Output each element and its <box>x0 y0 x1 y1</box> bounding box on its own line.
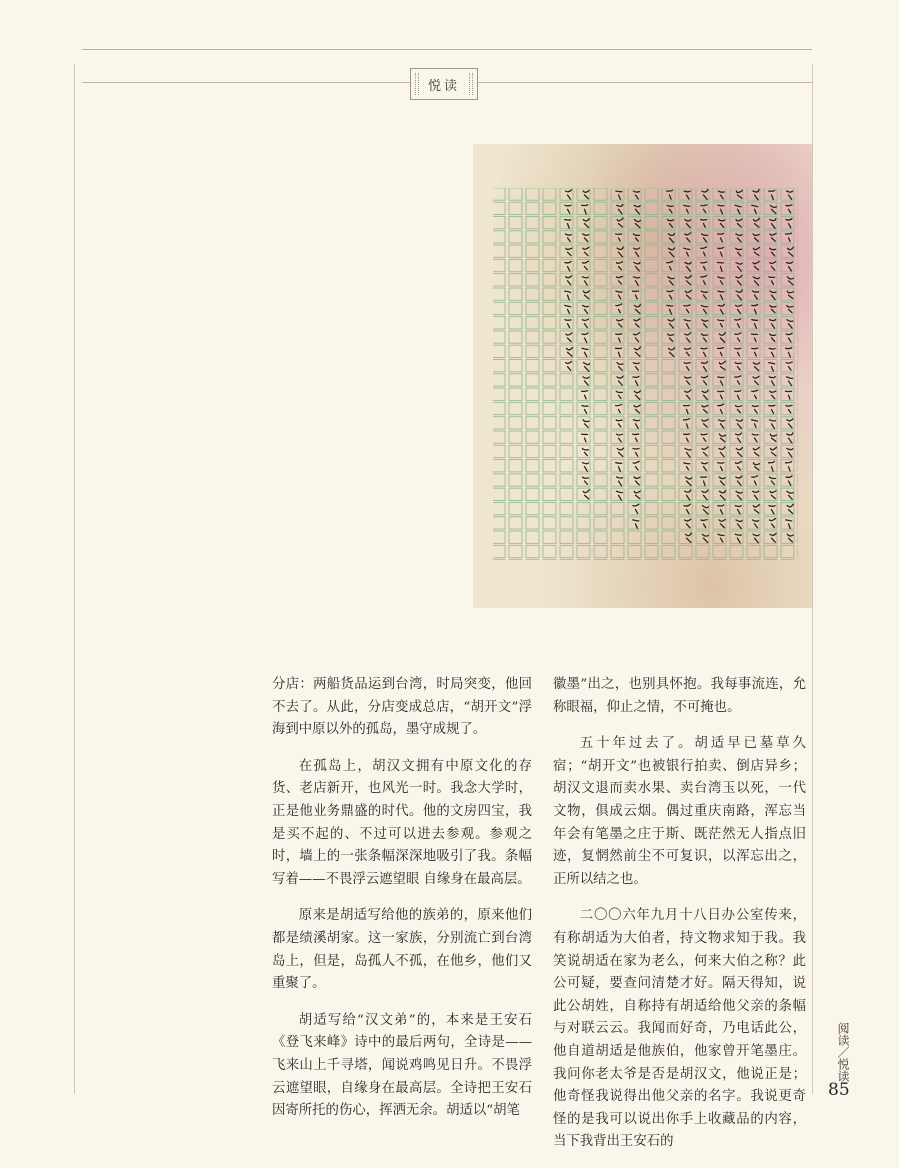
paragraph: 五十年过去了。胡适早已墓草久宿；“胡开文”也被银行拍卖、倒店异乡；胡汉文退而卖水果、卖台湾玉以死，一代文物，俱成云烟。偶过重庆南路，浑忘当年会有笔墨之庄于斯、既茫然无人指点旧迹，复惘然前尘不可复识，以浑忘出之，正所以结之也。 <box>553 736 806 887</box>
frame-left-line <box>74 64 75 1094</box>
side-label: 阅读／悦读 <box>836 1022 850 1082</box>
top-rule <box>82 49 812 50</box>
paragraph: 分店：两船货品运到台湾，时局突变，他回不去了。从此，分店变成总店，“胡开文”浮海到中原以外的孤岛，墨守成规了。 <box>272 677 532 738</box>
paragraph: 在孤岛上，胡汉文拥有中原文化的存货、老店新开，也风光一时。我念大学时，正是他业务鼎盛的时代。他的文房四宝，我是买不起的、不过可以进去参观。参观之时，墙上的一张条幅深深地吸引了我。条幅写着——不畏浮云遮望眼 自缘身在最高层。 <box>272 758 532 887</box>
paragraph: 原来是胡适写给他的族弟的，原来他们都是绩溪胡家。这一家族，分别流亡到台湾岛上，但是，岛孤人不孤，在他乡，他们又重聚了。 <box>272 908 532 992</box>
article-column-right <box>553 674 806 1168</box>
frame-right-line <box>812 64 813 1094</box>
paragraph: 徽墨”出之，也别具怀抱。我每事流连，允称眼福，仰止之情，不可掩也。 <box>553 677 806 715</box>
section-title-badge: 悦读 <box>410 68 478 100</box>
manuscript-image <box>473 144 812 608</box>
paragraph: 二〇〇六年九月十八日办公室传来，有称胡适为大伯者，持文物求知于我。我笑说胡适在家为老么，何来大伯之称？此公可疑，要查问清楚才好。隔天得知，说此公胡姓，自称持有胡适给他父亲的条幅与对联云云。我闻而好奇，乃电话此公，他自道胡适是他族伯，他家曾开笔墨庄。我问你老太爷是否是胡汉文，他说正是；他奇怪我说得出他父亲的名字。我说更奇怪的是我可以说出你手上收藏品的内容，当下我背出王安石的 <box>553 908 806 1150</box>
paragraph: 胡适写给“汉文弟”的，本来是王安石《登飞来峰》诗中的最后两句，全诗是——飞来山上千寻塔，闻说鸡鸣见日升。不畏浮云遮望眼，自缘身在最高层。全诗把王安石因寄所托的伤心，挥洒无余。胡适以“胡笔 <box>272 1012 532 1119</box>
page-number: 85 <box>828 1080 850 1100</box>
article-column-left <box>272 674 532 1137</box>
manuscript-illustration <box>473 144 812 608</box>
